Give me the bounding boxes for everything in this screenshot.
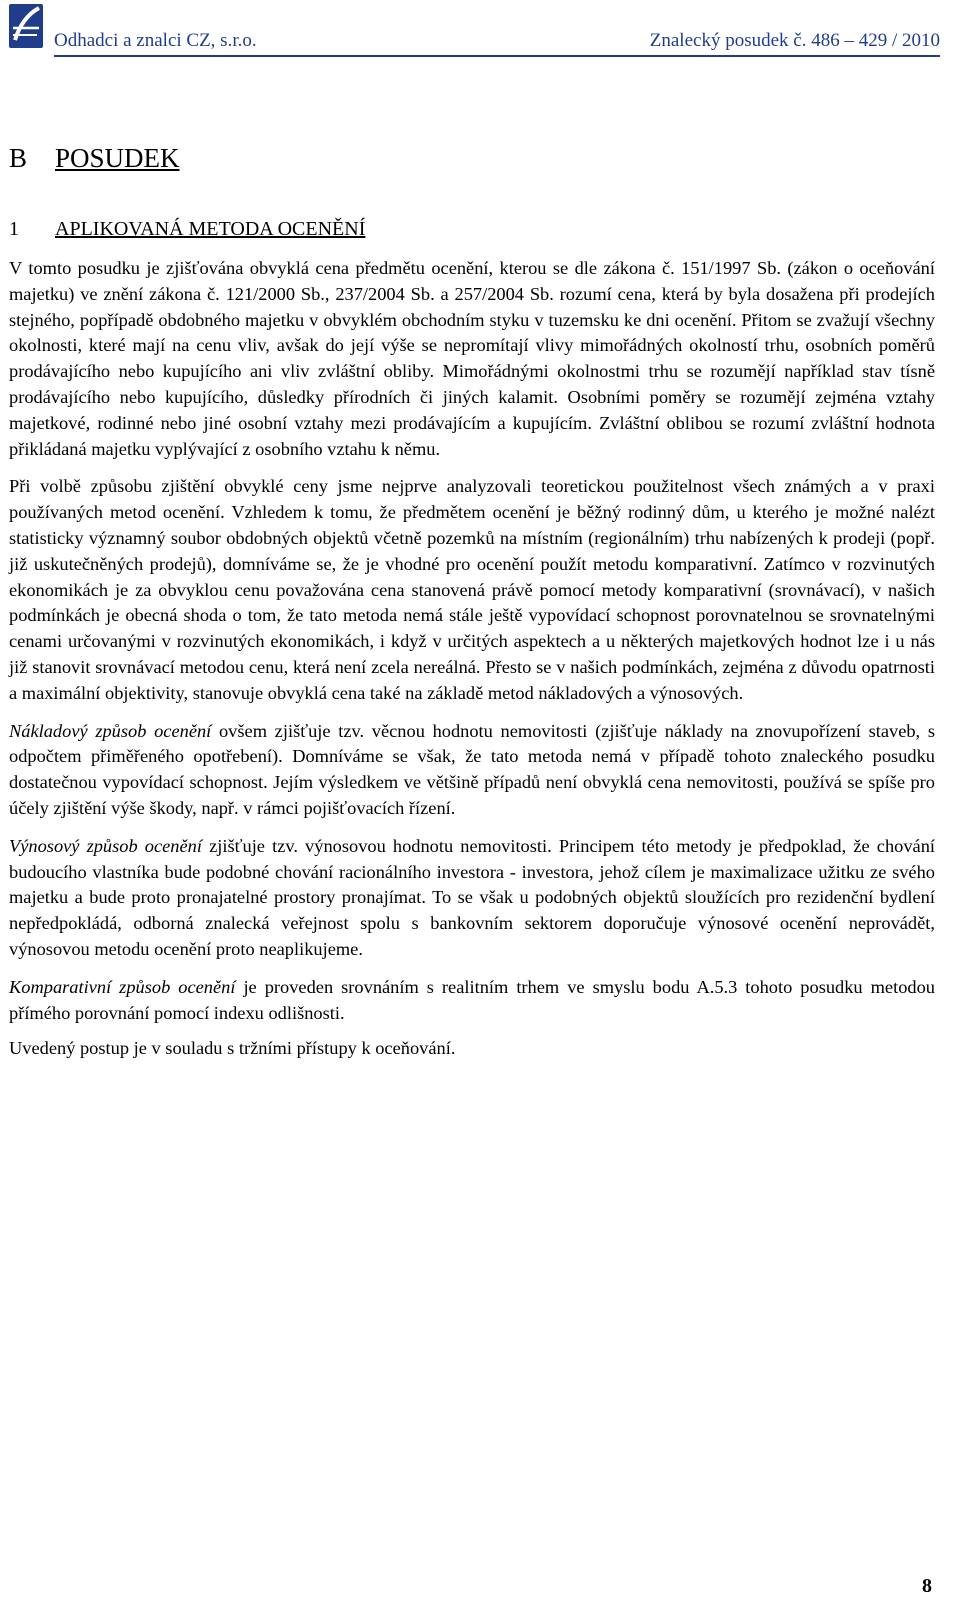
page-header <box>0 0 960 58</box>
header-report-number: Znalecký posudek č. 486 – 429 / 2010 <box>649 30 940 51</box>
cost-method-text: ovšem zjišťuje tzv. věcnou hodnotu nemovitosti (zjišťuje náklady na znovupořízení staveb, s odpočtem přiměřeného opotřebení). Domníváme se však, že tato metoda nemá v případě tohoto znaleckého posudku dostatečnou vypovídací schopnost. Jejím výsledkem ve většině případů není obvyklá cena nemovitosti, používá se spíše pro účely zjištění výše škody, např. v rámci pojišťovacích řízení. <box>9 720 935 818</box>
paragraph-method-choice: Při volbě způsobu zjištění obvyklé ceny jsme nejprve analyzovali teoretickou použitelnost všech známých a v praxi používaných metod ocenění. Vzhledem k tomu, že předmětem ocenění je běžný rodinný dům, u kterého je možné nalézt statisticky významný soubor obdobných objektů včetně pozemků na místním (regionálním) trhu nabízených k prodeji (popř. již uskutečněných prodejů), domníváme se, že je vhodné pro ocenění použít metodu komparativní. Zatímco v rozvinutých ekonomikách je za obvyklou cenu považována cena stanovená právě pomocí metody komparativní (srovnávací), v našich podmínkách je obecná shoda o tom, že tato metoda nemá stále ještě vypovídací schopnost porovnatelnou se srovnatelnými cenami určovanými v rozvinutých ekonomikách, i když v určitých aspektech a u některých majetkových hodnot lze i u nás již stanovit srovnávací metodou cenu, která není zcela nereálná. Přesto se v našich podmínkách, zejména z důvodu opatrnosti a maximální objektivity, stanovuje obvyklá cena také na základě metod nákladových a výnosových. <box>9 476 935 703</box>
comparative-method-text: je proveden srovnáním s realitním trhem ve smyslu bodu A.5.3 tohoto posudku metodou přímého porovnání pomocí indexu odlišnosti. <box>9 976 935 1023</box>
paragraph-conclusion: Uvedený postup je v souladu s tržními přístupy k oceňování. <box>9 1038 456 1059</box>
section-title: POSUDEK <box>55 143 180 173</box>
subsection-number: 1 <box>9 218 19 240</box>
section-letter: B <box>9 143 28 173</box>
section-heading <box>9 140 935 176</box>
income-method-term: Výnosový způsob ocenění <box>9 835 202 856</box>
cost-method-term: Nákladový způsob ocenění <box>9 720 212 741</box>
paragraph-cost-method <box>9 719 935 822</box>
document-body <box>9 140 935 1074</box>
header-divider <box>54 55 940 57</box>
header-company-name: Odhadci a znalci CZ, s.r.o. <box>54 30 257 51</box>
income-method-text: zjišťuje tzv. výnosovou hodnotu nemovitosti. Principem této metody je předpoklad, že chování budoucího vlastníka bude podobné chování racionálního investora - investora, jehož cílem je maximalizace užitku ze svého majetku a bude proto pronajatelné prostory pronajímat. To se však u podobných objektů sloužících pro rezidenční bydlení nepředpokládá, odborná znalecká veřejnost spolu s bankovním sektorem doporučuje výnosové ocenění neprovádět, výnosovou metodu ocenění proto neaplikujeme. <box>9 835 935 959</box>
comparative-method-term: Komparativní způsob ocenění <box>9 976 236 997</box>
page-number: 8 <box>922 1575 932 1597</box>
paragraph-definition: V tomto posudku je zjišťována obvyklá cena předmětu ocenění, kterou se dle zákona č. 151/1997 Sb. (zákon o oceňování majetku) ve znění zákona č. 121/2000 Sb., 237/2004 Sb. a 257/2004 Sb. rozumí cena, která by byla dosažena při prodejích stejného, popřípadě obdobného majetku v obvyklém obchodním styku v tuzemsku ke dni ocenění. Přitom se zvažují všechny okolnosti, které mají na cenu vliv, avšak do její výše se nepromítají vlivy mimořádných okolností trhu, osobních poměrů prodávajícího nebo kupujícího ani vliv zvláštní obliby. Mimořádnými okolnostmi trhu se rozumějí například stav tísně prodávajícího nebo kupujícího, důsledky přírodních či jiných kalamit. Osobními poměry se rozumějí zejména vztahy majetkové, rodinné nebo jiné osobní vztahy mezi prodávajícím a kupujícím. Zvláštní oblibou se rozumí zvláštní hodnota přikládaná majetku vyplývající z osobního vztahu k němu. <box>9 258 935 459</box>
subsection-heading <box>9 216 935 242</box>
paragraph-comparative-method <box>9 975 935 1027</box>
paragraph-income-method <box>9 834 935 963</box>
company-logo-icon <box>6 2 46 52</box>
subsection-title: APLIKOVANÁ METODA OCENĚNÍ <box>55 218 366 240</box>
